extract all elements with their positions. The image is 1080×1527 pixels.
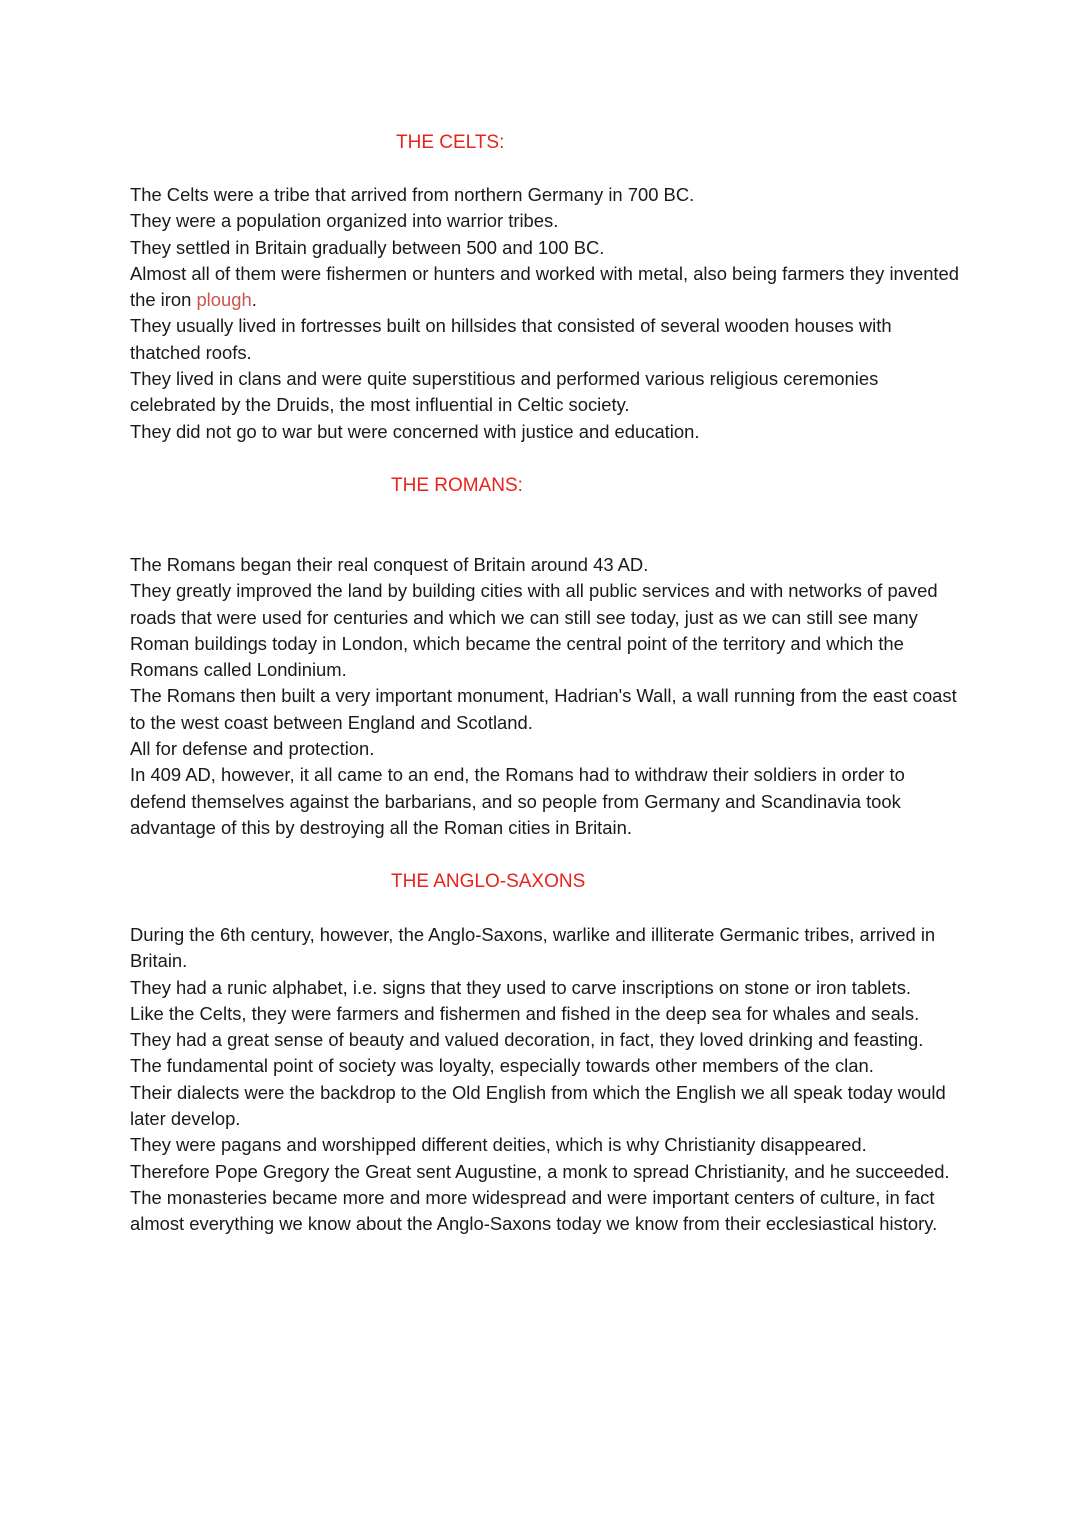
paragraph: During the 6th century, however, the Anglo-Saxons, warlike and illiterate Germanic tribes, arrived in Britain. — [130, 924, 936, 972]
paragraph: The monasteries became more and more widespread and were important centers of culture, in fact almost everything we know about the Anglo-Saxons today we know from their ecclesiastical history. — [130, 1186, 938, 1235]
paragraph-text: Almost all of them were fishermen or hunters and worked with metal, also being farmers they invented the iron — [130, 262, 959, 311]
paragraph: Therefore Pope Gregory the Great sent Augustine, a monk to spread Christianity, and he succeeded. — [130, 1160, 950, 1182]
section-anglo-saxons — [130, 922, 960, 1238]
section-celts — [130, 182, 960, 445]
paragraph: The Celts were a tribe that arrived from northern Germany in 700 BC. — [130, 184, 695, 205]
paragraph: They did not go to war but were concerned with justice and education. — [130, 420, 700, 442]
paragraph-metal — [130, 261, 960, 314]
highlighted-word-plough: plough — [196, 289, 252, 311]
paragraph: All for defense and protection. — [130, 738, 375, 760]
paragraph: They had a great sense of beauty and valued decoration, in fact, they loved drinking and feasting. — [130, 1029, 924, 1051]
paragraph: Like the Celts, they were farmers and fishermen and fished in the deep sea for whales and seals. — [130, 1002, 920, 1024]
section-heading-romans: THE ROMANS: — [391, 475, 523, 496]
paragraph: They had a runic alphabet, i.e. signs that they used to carve inscriptions on stone or iron tablets. — [130, 976, 912, 998]
paragraph: They lived in clans and were quite superstitious and performed various religious ceremonies celebrated by the Druids, the most influential in Celtic society. — [130, 368, 879, 416]
section-heading-celts: THE CELTS: — [396, 132, 505, 153]
paragraph: The Romans began their real conquest of Britain around 43 AD. — [130, 554, 649, 575]
paragraph: In 409 AD, however, it all came to an end, the Romans had to withdraw their soldiers in order to defend themselves against the barbarians, and so people from Germany and Scandinavia took advantage of this by destroying all the Roman cities in Britain. — [130, 764, 905, 838]
paragraph: They were pagans and worshipped different deities, which is why Christianity disappeared. — [130, 1134, 867, 1156]
paragraph: Their dialects were the backdrop to the Old English from which the English we all speak today would later develop. — [130, 1081, 946, 1130]
section-romans — [130, 552, 960, 841]
section-heading-anglo-saxons: THE ANGLO-SAXONS — [391, 871, 586, 892]
paragraph-text: . — [251, 289, 257, 311]
paragraph: The fundamental point of society was loyalty, especially towards other members of the clan. — [130, 1055, 874, 1077]
paragraph: They usually lived in fortresses built on hillsides that consisted of several wooden houses with thatched roofs. — [130, 315, 892, 363]
paragraph: The Romans then built a very important monument, Hadrian's Wall, a wall running from the east coast to the west coast between England and Scotland. — [130, 685, 957, 733]
paragraph: They greatly improved the land by building cities with all public services and with networks of paved roads that were used for centuries and which we can still see today, just as we can still see many Roman buildings today in London, which became the central point of the territory and which the Romans called Londinium. — [130, 580, 938, 681]
paragraph: They were a population organized into warrior tribes. — [130, 210, 559, 232]
paragraph: They settled in Britain gradually between 500 and 100 BC. — [130, 236, 605, 258]
